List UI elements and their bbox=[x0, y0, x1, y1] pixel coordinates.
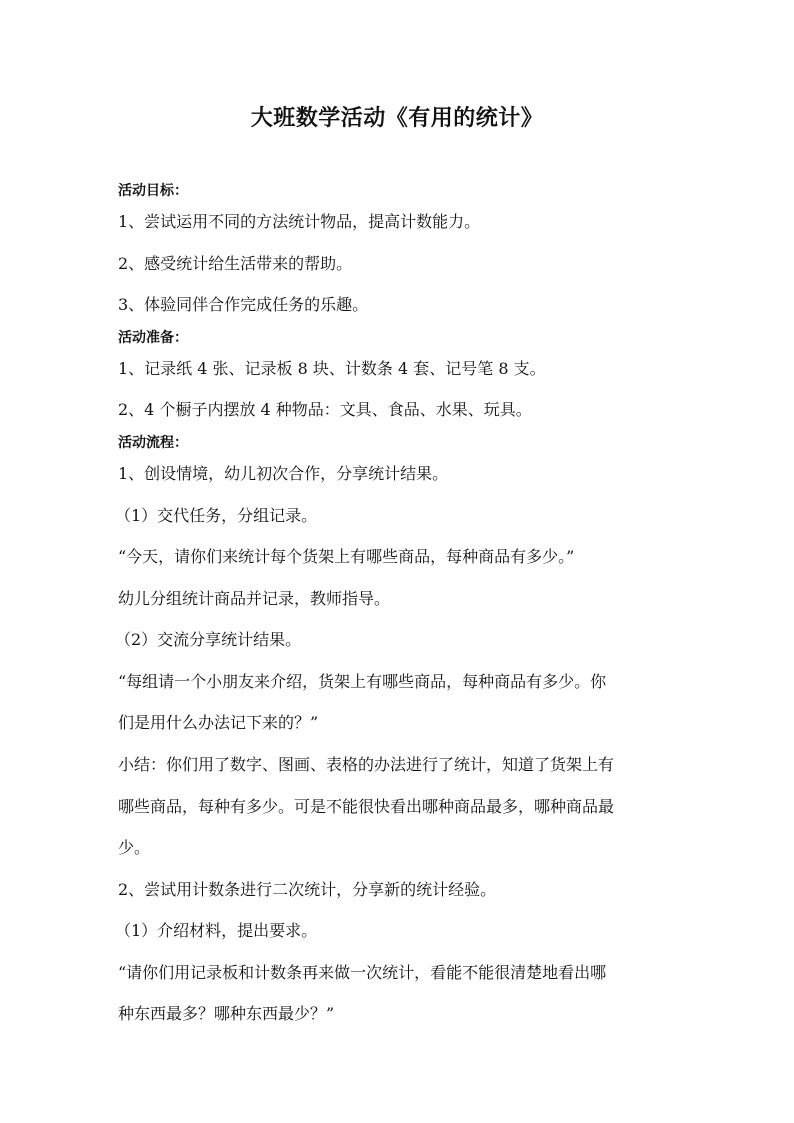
summary-line: 哪些商品，每种有多少。可是不能很快看出哪种商品最多，哪种商品最 bbox=[118, 797, 615, 816]
paragraph-line: 幼儿分组统计商品并记录，教师指导。 bbox=[118, 589, 391, 608]
document-title: 大班数学活动《有用的统计》 bbox=[250, 105, 544, 131]
quote-line: 种东西最多？哪种东西最少？” bbox=[118, 1004, 335, 1023]
goal-item-3: 3、体验同伴合作完成任务的乐趣。 bbox=[118, 295, 369, 314]
process-substep-1-2: （2）交流分享统计结果。 bbox=[115, 630, 302, 649]
process-step-2: 2、尝试用计数条进行二次统计，分享新的统计经验。 bbox=[118, 880, 497, 899]
goal-item-2: 2、感受统计给生活带来的帮助。 bbox=[118, 254, 353, 273]
section-heading-preparation: 活动准备： bbox=[118, 330, 188, 346]
process-substep-2-1: （1）介绍材料，提出要求。 bbox=[115, 921, 318, 940]
quote-line: “请你们用记录板和计数条再来做一次统计，看能不能很清楚地看出哪 bbox=[118, 963, 607, 982]
summary-line: 小结：你们用了数字、图画、表格的办法进行了统计，知道了货架上有 bbox=[118, 755, 615, 774]
section-heading-process: 活动流程： bbox=[118, 435, 188, 451]
quote-line: 们是用什么办法记下来的？” bbox=[118, 713, 319, 732]
goal-item-1: 1、尝试运用不同的方法统计物品，提高计数能力。 bbox=[118, 212, 481, 231]
process-substep-1-1: （1）交代任务，分组记录。 bbox=[115, 506, 318, 525]
section-heading-goals: 活动目标： bbox=[118, 183, 188, 199]
quote-line: “每组请一个小朋友来介绍，货架上有哪些商品，每种商品有多少。你 bbox=[118, 672, 607, 691]
process-step-1: 1、创设情境，幼儿初次合作，分享统计结果。 bbox=[118, 464, 449, 483]
summary-line: 少。 bbox=[118, 838, 151, 857]
preparation-item-1: 1、记录纸 4 张、记录板 8 块、计数条 4 套、记号笔 8 支。 bbox=[118, 359, 546, 378]
quote-line: “今天，请你们来统计每个货架上有哪些商品，每种商品有多少。” bbox=[118, 547, 575, 566]
preparation-item-2: 2、4 个橱子内摆放 4 种物品：文具、食品、水果、玩具。 bbox=[118, 400, 532, 419]
